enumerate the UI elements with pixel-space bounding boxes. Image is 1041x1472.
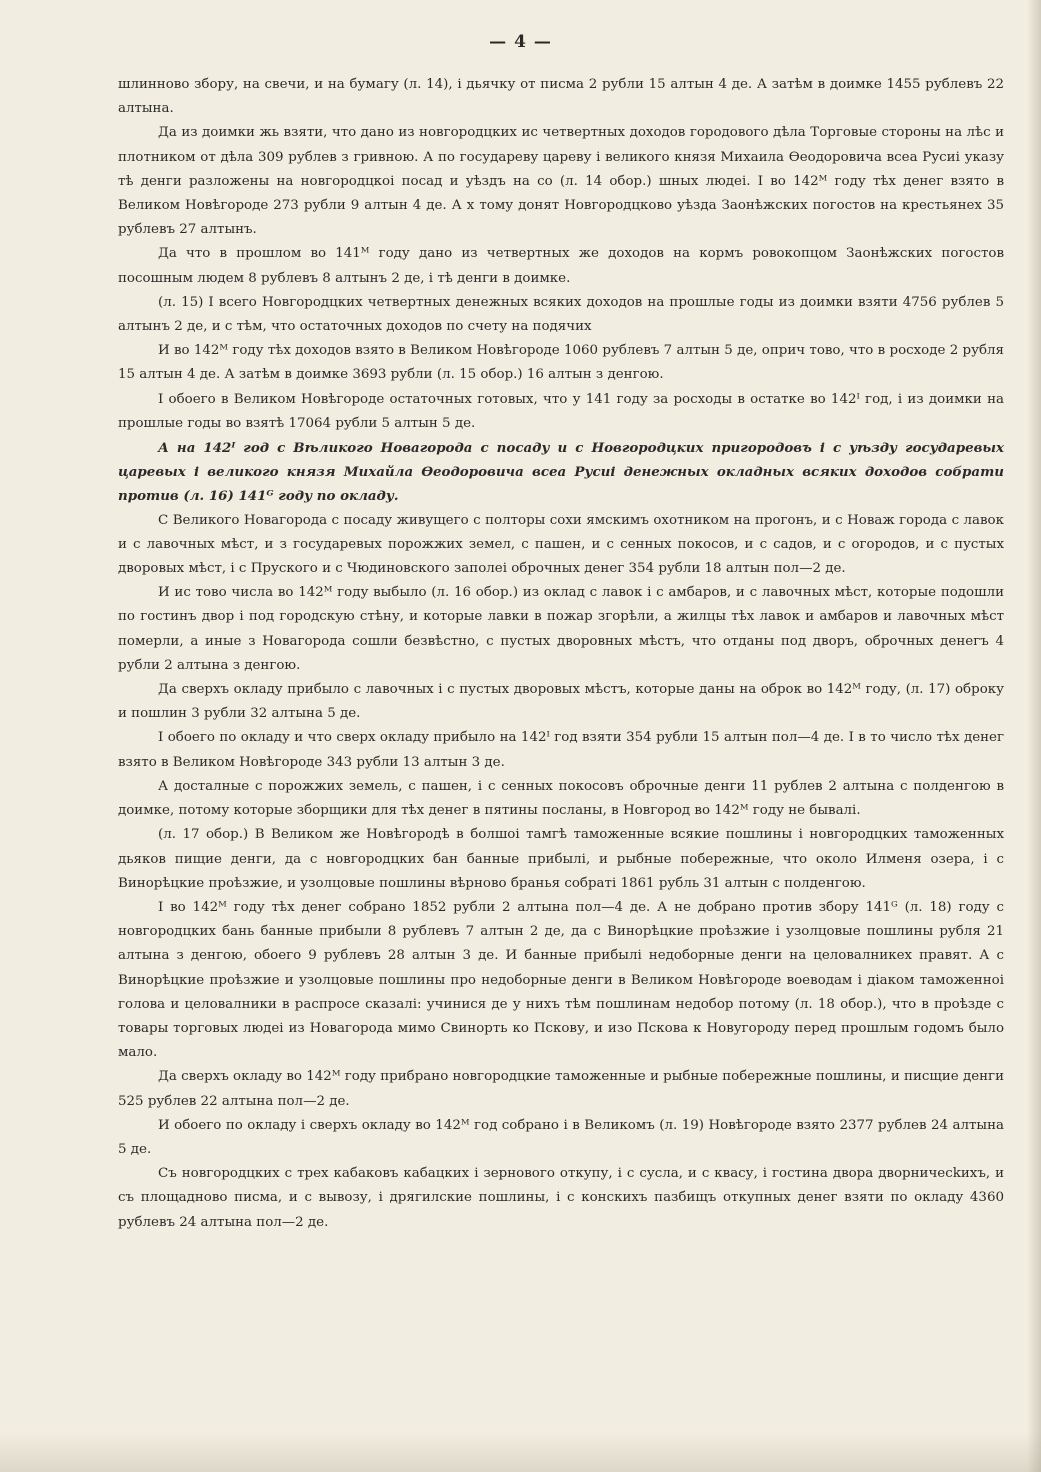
paragraph: І обоего в Великом Новѣгороде остаточных готовых, что у 141 году за росходы в остатке во 142ᴵ год, і из доимки на прошлые годы во взятѣ 17064 рубли 5 алтын 5 де. xyxy=(118,391,1004,431)
paragraph: шлинново збору, на свечи, и на бумагу (л. 14), і дьячку от писма 2 рубли 15 алтын 4 де. А затѣм в доимке 1455 рублевъ 22 алтына. xyxy=(118,77,1004,117)
paragraph: І обоего по окладу и что сверх окладу прибыло на 142ᴵ год взяти 354 рубли 15 алтын пол—4 де. І в то число тѣх денег взято в Великом Новѣгороде 343 рубли 13 алтын 3 де. xyxy=(118,730,1004,770)
paragraph: А досталные с порожжих земель, с пашен, і с сенных покосовъ оброчные денги 11 рублев 2 алтына с полденгою в доимке, потому которые зборщики для тѣх денег в пятины посланы, в Новгород во 142ᴹ году не бывалі. xyxy=(118,778,1004,819)
paragraph: (л. 15) І всего Новгородцких четвертных денежных всяких доходов на прошлые годы из доимки взяти 4756 рублев 5 алтынъ 2 де, и с тѣм, что остаточных доходов по счету на подячих xyxy=(118,294,1004,335)
scan-edge-shadow xyxy=(0,1432,1041,1472)
paragraph: И ис тово числа во 142ᴹ году выбыло (л. 16 обор.) из оклад с лавок і с амбаров, и с лавочных мѣст, которые подошли по гостинъ двор і под городскую стѣну, и которые лавки в пожар згорѣли, а жилцы тѣх лавок и амбаров и лавочных мѣст померли, а иные з Новагорода сошли безвѣстно, с пустых дворовных мѣстъ, что отданы под дворъ, оброчных денегъ 4 рубли 2 алтына з денгою. xyxy=(118,585,1004,673)
paragraph: Да сверхъ окладу прибыло с лавочных і с пустых дворовых мѣстъ, которые даны на оброк во 142ᴹ году, (л. 17) оброку и пошлин 3 рубли 32 алтына 5 де. xyxy=(118,682,1004,722)
paragraph: І во 142ᴹ году тѣх денег собрано 1852 рубли 2 алтына пол—4 де. А не добрано против збору 141ᴳ (л. 18) году с новгородцких бань банные прибыли 8 рублевъ 7 алтын 2 де, да с Винорѣцкие проѣзжие і узолцовые пошлины рубля 21 алтына з денгою, обоего 9 рублевъ 28 алтын 3 де. И банные прибылі недоборные денги на целовалникех правят. А с Винорѣцкие проѣзжие и узолцовые пошлины про недоборные денги в Великом Новѣгороде воеводам і діаком таможенноі голова и целовалники в распросе сказалі: учинися де у нихъ тѣм пошлинам недобор потому (л. 18 обор.), что в проѣзде с товары торговых людеі из Новагорода мимо Свинорть ко Пскову, и изо Пскова к Новугороду перед прошлым годомъ было мало. xyxy=(118,899,1004,1061)
paragraph: Да из доимки жь взяти, что дано из новгородцких ис четвертных доходов городового дѣла Торговые стороны на лѣс и плотником от дѣла 309 рублев з гривною. А по государеву цареву і великого князя Михаила Ѳеодоровича всеа Русиі указу тѣ денги разложены на новгородцкоі посад и уѣздъ на со (л. 14 обор.) шных людеі. І во 142ᴹ году тѣх денег взято в Великом Новѣгороде 273 рубли 9 алтын 4 де. А х тому донят Новгородцково уѣзда Заонѣжских погостов на крестьянех 35 рублевъ 27 алтынъ. xyxy=(118,125,1004,238)
paragraph: Съ новгородцких с трех кабаковъ кабацких і зернового откупу, і с сусла, и с квасу, і гостина двора дворничеckихъ, и съ площадново писма, и с вывозу, і дрягилские пошлины, і с конскихъ пазбищъ откупных денег взяти по окладу 4360 рублевъ 24 алтына пол—2 де. xyxy=(118,1166,1004,1230)
paragraph: С Великого Новагорода с посаду живущего с полторы сохи ямскимъ охотником на прогонъ, и с Новаж города с лавок и с лавочных мѣст, и з государевых порожжих земел, с пашен, и с сенных покосов, и с садов, и с огородов, и с пустых дворовых мѣст, і с Пруского и с Чюдиновского заполеі оброчных денег 354 рубли 18 алтын пол—2 де. xyxy=(118,512,1004,577)
scan-edge-shadow xyxy=(1027,0,1041,1472)
paragraph: И во 142ᴹ году тѣх доходов взято в Великом Новѣгороде 1060 рублевъ 7 алтын 5 де, оприч тово, что в росходе 2 рубля 15 алтын 4 де. А затѣм в доимке 3693 рубли (л. 15 обор.) 16 алтын з денгою. xyxy=(118,343,1004,383)
paragraph: Да что в прошлом во 141ᴹ году дано из четвертных же доходов на кормъ ровокопцом Заонѣжских погостов посошным людем 8 рублевъ 8 алтынъ 2 де, і тѣ денги в доимке. xyxy=(118,246,1004,286)
paragraph: (л. 17 обор.) В Великом же Новѣгородѣ в болшоі тамгѣ таможенные всякие пошлины і новгородцких таможенных дьяков пищие денги, да с новгородцких бан банные прибылі, и рыбные побережные, что около Илменя озера, і с Винорѣцкие проѣзжие, и узолцовые пошлины вѣрново бранья собраті 1861 рубль 31 алтын с полденгою. xyxy=(118,827,1004,891)
paragraph: И обоего по окладу і сверхъ окладу во 142ᴹ год собрано і в Великомъ (л. 19) Новѣгороде взято 2377 рублев 24 алтына 5 де. xyxy=(118,1117,1004,1157)
page-number: — 4 — xyxy=(489,32,552,52)
paragraph: Да сверхъ окладу во 142ᴹ году прибрано новгородцкие таможенные и рыбные побережные пошлины, и писщие денги 525 рублев 22 алтына пол—2 де. xyxy=(118,1069,1004,1109)
document-body xyxy=(118,73,1004,1235)
paragraph-heading: А на 142ᴵ год с Вѣликого Новагорода с посаду и с Новгородцких пригородовъ і с уѣзду государевых царевых і великого князя Михайла Ѳеодоровича всеа Русиі денежных окладных всяких доходов собрати против (л. 16) 141ᴳ году по окладу. xyxy=(118,440,1004,505)
